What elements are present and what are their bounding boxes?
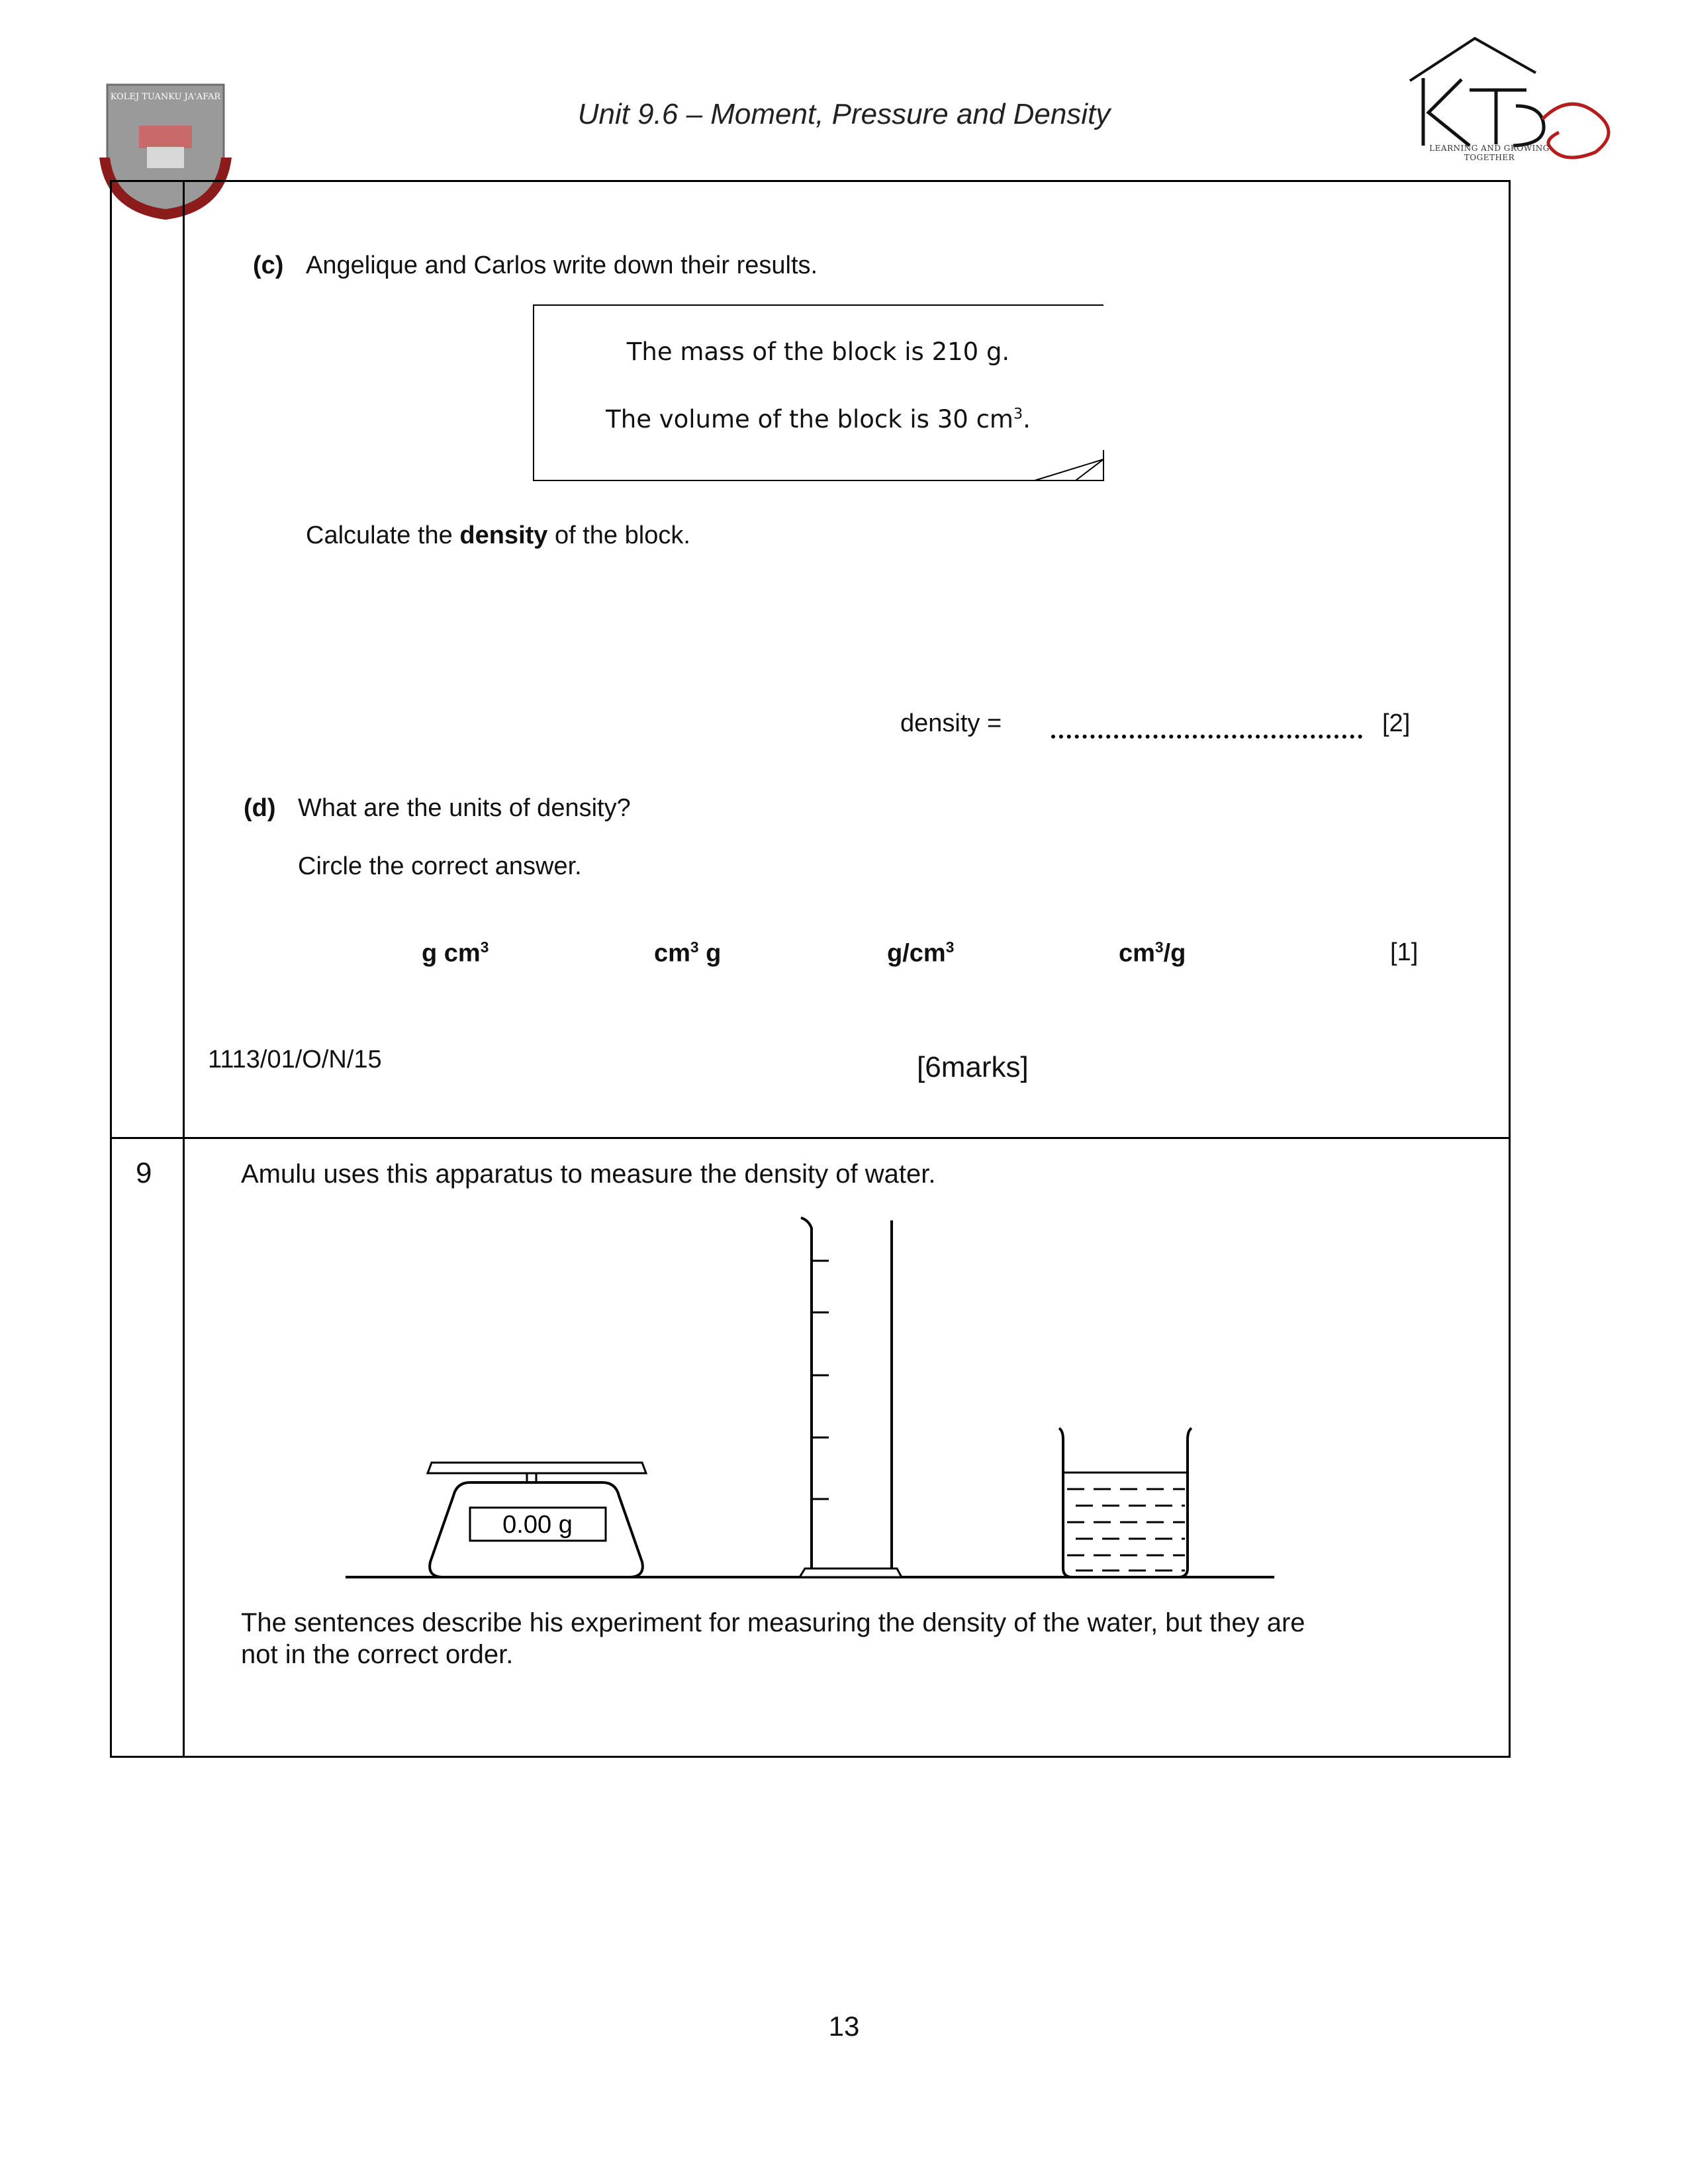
note-volume-end: . [1023,405,1031,433]
page-number: 13 [828,2011,860,2042]
part-d-instruction: Circle the correct answer. [298,852,582,880]
ktj-logo-tagline [1413,144,1566,162]
note-mass-line: The mass of the block is 210 g. [626,338,1010,366]
balance-reading: 0.00 g [502,1511,573,1539]
note-volume-text: The volume of the block is 30 cm [606,405,1013,433]
option-1-exponent: 3 [480,938,489,956]
part-c-intro: Angelique and Carlos write down their results. [306,251,818,279]
answer-option-cm3-g[interactable] [654,938,721,968]
note-card-curl [533,450,1109,484]
option-3-exponent: 3 [945,938,955,956]
option-2-base: cm [654,939,690,968]
option-2-exponent: 3 [690,938,699,956]
question-number: 9 [136,1157,152,1189]
answer-option-g-cm3[interactable] [422,938,489,968]
ktj-logo-text: KTJ [1505,50,1513,54]
option-4-tail: /g [1163,939,1186,968]
balance-icon [428,1463,646,1577]
table-row-divider [112,1137,1509,1139]
note-volume-line [533,405,1103,433]
paper-code: 1113/01/O/N/15 [208,1046,382,1073]
part-c-instruction-bold: density [459,522,548,549]
note-volume-exponent: 3 [1013,405,1023,423]
density-answer-line[interactable] [1051,733,1362,739]
page-header-title: Unit 9.6 – Moment, Pressure and Density [577,98,1111,130]
option-4-base: cm [1119,939,1155,968]
density-answer-label: density = [900,709,1002,737]
option-1-base: g cm [422,939,481,968]
part-c-instruction-pre: Calculate the [306,522,460,549]
option-3-base: g/cm [887,939,946,968]
total-marks: [6marks] [917,1051,1029,1083]
part-c-instruction-post: of the block. [547,522,690,549]
ktj-tagline-line-2: TOGETHER [1464,153,1515,162]
option-2-tail: g [698,939,722,968]
option-4-exponent: 3 [1154,938,1164,956]
question-9-body-line-1: The sentences describe his experiment for measuring the density of the water, but they are [241,1608,1305,1637]
question-9-intro: Amulu uses this apparatus to measure the density of water. [241,1160,936,1189]
part-d-marks: [1] [1390,938,1419,966]
beaker-icon [1059,1428,1192,1577]
part-d-question: What are the units of density? [298,794,631,822]
part-c-instruction [306,522,690,550]
part-d-label: (d) [244,794,276,822]
part-c-marks: [2] [1382,709,1411,737]
question-9-body-line-2: not in the correct order. [241,1640,514,1669]
part-c-label: (c) [253,251,284,279]
measuring-cylinder-icon [800,1218,902,1577]
apparatus-diagram [331,1211,1291,1595]
table-column-divider [183,182,185,1756]
answer-option-cm3-per-g[interactable] [1119,938,1186,968]
crest-text: KOLEJ TUANKU JA'AFAR [110,92,221,102]
answer-option-g-per-cm3[interactable] [887,938,954,968]
ktj-tagline-line-1: LEARNING AND GROWING [1429,144,1550,153]
